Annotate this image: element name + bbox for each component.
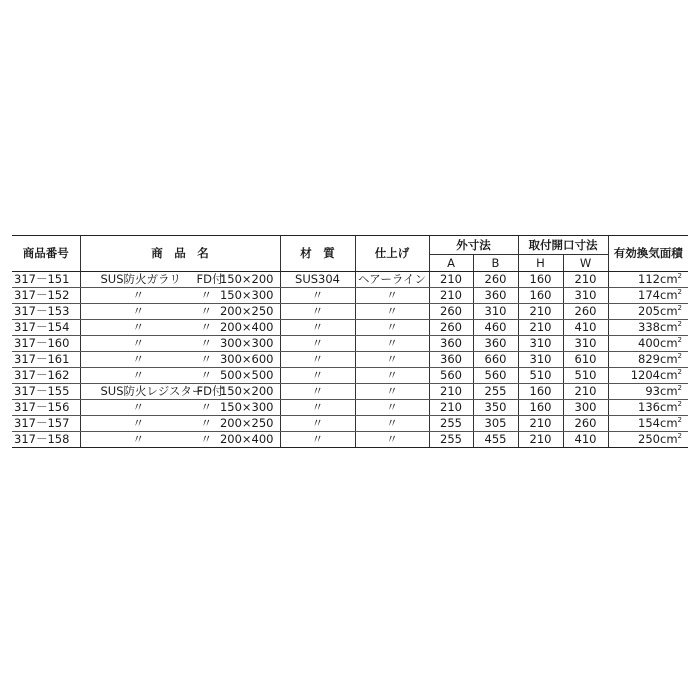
fd-label: 〃 [200,416,212,430]
cell-b: 455 [473,432,518,448]
size-text: 200×250 [219,416,274,430]
cell-a: 360 [429,336,473,352]
cell-finish: 〃 [355,432,429,448]
table-row [12,416,688,432]
area-value: 93cm [645,384,678,398]
header-b: B [473,255,518,272]
table-row [12,336,688,352]
cell-product-name [80,304,280,320]
cell-product-name [80,288,280,304]
product-name-text: 〃 [132,288,144,302]
cell-h: 160 [518,400,563,416]
cell-h: 210 [518,320,563,336]
cell-w: 310 [563,336,608,352]
cell-w: 210 [563,272,608,288]
cell-h: 160 [518,288,563,304]
cell-h: 510 [518,368,563,384]
area-value: 400cm [638,336,678,350]
table-body [12,272,688,448]
cell-w: 260 [563,416,608,432]
table-row [12,432,688,448]
cell-finish: 〃 [355,288,429,304]
size-text: 500×500 [219,368,274,382]
product-spec-table [12,235,688,448]
cell-effective-area [608,384,688,400]
cell-a: 255 [429,432,473,448]
area-value: 174cm [638,288,678,302]
cell-w: 300 [563,400,608,416]
cell-effective-area [608,336,688,352]
header-code: 商品番号 [12,236,80,272]
cell-product-code: 317－151 [12,272,80,288]
area-unit-exponent: 2 [677,336,682,345]
cell-material: 〃 [280,368,355,384]
cell-b: 255 [473,384,518,400]
cell-product-code: 317－158 [12,432,80,448]
product-name-text: 〃 [132,400,144,414]
cell-a: 210 [429,288,473,304]
cell-product-code: 317－157 [12,416,80,432]
fd-label: FD付 [196,272,224,286]
area-unit-exponent: 2 [677,368,682,377]
cell-effective-area [608,288,688,304]
cell-product-code: 317－155 [12,384,80,400]
cell-b: 350 [473,400,518,416]
cell-material: 〃 [280,432,355,448]
cell-finish: 〃 [355,336,429,352]
header-h: H [518,255,563,272]
cell-effective-area [608,320,688,336]
cell-product-name [80,432,280,448]
product-name-text: 〃 [132,368,144,382]
cell-material: 〃 [280,320,355,336]
cell-finish: 〃 [355,320,429,336]
header-outer-dimensions: 外寸法 [429,236,518,255]
table-row [12,288,688,304]
size-text: 300×300 [219,336,274,350]
size-text: 200×400 [219,432,274,446]
cell-material: 〃 [280,336,355,352]
cell-h: 210 [518,416,563,432]
cell-material: SUS304 [280,272,355,288]
cell-w: 510 [563,368,608,384]
product-name-text: SUS防火ガラリ [100,272,182,286]
size-text: 150×300 [219,288,274,302]
table-row [12,272,688,288]
cell-a: 210 [429,272,473,288]
cell-b: 560 [473,368,518,384]
area-unit-exponent: 2 [677,400,682,409]
table-row [12,384,688,400]
area-unit-exponent: 2 [677,416,682,425]
spec-table-container [12,235,688,448]
table-row [12,352,688,368]
area-value: 205cm [638,304,678,318]
fd-label: 〃 [200,288,212,302]
cell-effective-area [608,272,688,288]
fd-label: 〃 [200,320,212,334]
header-w: W [563,255,608,272]
cell-material: 〃 [280,304,355,320]
cell-product-code: 317－156 [12,400,80,416]
cell-h: 160 [518,384,563,400]
cell-finish: 〃 [355,304,429,320]
cell-b: 360 [473,336,518,352]
cell-h: 160 [518,272,563,288]
area-unit-exponent: 2 [677,320,682,329]
table-row [12,304,688,320]
cell-product-code: 317－160 [12,336,80,352]
cell-finish: 〃 [355,352,429,368]
area-value: 338cm [638,320,678,334]
cell-material: 〃 [280,416,355,432]
product-name-text: 〃 [132,304,144,318]
size-text: 150×200 [219,384,274,398]
cell-finish: 〃 [355,400,429,416]
product-name-text: 〃 [132,336,144,350]
cell-material: 〃 [280,400,355,416]
size-text: 200×400 [219,320,274,334]
cell-material: 〃 [280,384,355,400]
table-row [12,400,688,416]
cell-a: 360 [429,352,473,368]
cell-product-code: 317－161 [12,352,80,368]
cell-product-code: 317－152 [12,288,80,304]
cell-b: 660 [473,352,518,368]
cell-finish: 〃 [355,368,429,384]
cell-b: 460 [473,320,518,336]
area-unit-exponent: 2 [677,304,682,313]
cell-product-name [80,320,280,336]
cell-w: 310 [563,288,608,304]
cell-b: 260 [473,272,518,288]
product-name-text: 〃 [132,320,144,334]
table-header [12,236,688,272]
area-unit-exponent: 2 [677,384,682,393]
area-unit-exponent: 2 [677,432,682,441]
fd-label: 〃 [200,352,212,366]
cell-product-name [80,400,280,416]
cell-w: 410 [563,432,608,448]
fd-label: 〃 [200,304,212,318]
size-text: 300×600 [219,352,274,366]
area-value: 250cm [638,432,678,446]
cell-a: 255 [429,416,473,432]
cell-effective-area [608,368,688,384]
cell-finish: ヘアーライン [355,272,429,288]
product-name-text: 〃 [132,352,144,366]
header-opening-dimensions: 取付開口寸法 [518,236,608,255]
cell-b: 305 [473,416,518,432]
cell-h: 310 [518,336,563,352]
fd-label: 〃 [200,400,212,414]
area-value: 1204cm [630,368,678,382]
area-value: 112cm [638,272,678,286]
cell-a: 260 [429,320,473,336]
cell-product-code: 317－153 [12,304,80,320]
cell-w: 210 [563,384,608,400]
cell-a: 560 [429,368,473,384]
area-unit-exponent: 2 [677,352,682,361]
area-unit-exponent: 2 [677,288,682,297]
cell-effective-area [608,352,688,368]
area-value: 154cm [638,416,678,430]
area-unit-exponent: 2 [677,272,682,281]
cell-effective-area [608,400,688,416]
cell-a: 260 [429,304,473,320]
table-row [12,368,688,384]
cell-product-name [80,336,280,352]
header-finish: 仕上げ [355,236,429,272]
product-name-text: SUS防火レジスター [100,384,204,398]
table-row [12,320,688,336]
cell-effective-area [608,432,688,448]
cell-product-code: 317－162 [12,368,80,384]
cell-w: 260 [563,304,608,320]
cell-effective-area [608,304,688,320]
cell-product-name [80,384,280,400]
cell-w: 610 [563,352,608,368]
cell-w: 410 [563,320,608,336]
header-effective-area: 有効換気面積 [608,236,688,272]
cell-product-name [80,368,280,384]
cell-effective-area [608,416,688,432]
cell-product-name [80,416,280,432]
product-name-text: 〃 [132,432,144,446]
header-material: 材 質 [280,236,355,272]
size-text: 150×200 [219,272,274,286]
cell-finish: 〃 [355,416,429,432]
size-text: 150×300 [219,400,274,414]
size-text: 200×250 [219,304,274,318]
product-name-text: 〃 [132,416,144,430]
cell-product-code: 317－154 [12,320,80,336]
cell-material: 〃 [280,288,355,304]
cell-material: 〃 [280,352,355,368]
cell-h: 210 [518,304,563,320]
fd-label: 〃 [200,368,212,382]
area-value: 829cm [638,352,678,366]
fd-label: FD付 [196,384,224,398]
cell-b: 310 [473,304,518,320]
cell-a: 210 [429,400,473,416]
area-value: 136cm [638,400,678,414]
cell-a: 210 [429,384,473,400]
header-a: A [429,255,473,272]
cell-b: 360 [473,288,518,304]
cell-h: 310 [518,352,563,368]
cell-h: 210 [518,432,563,448]
fd-label: 〃 [200,336,212,350]
cell-product-name [80,272,280,288]
fd-label: 〃 [200,432,212,446]
cell-product-name [80,352,280,368]
cell-finish: 〃 [355,384,429,400]
header-name: 商 品 名 [80,236,280,272]
